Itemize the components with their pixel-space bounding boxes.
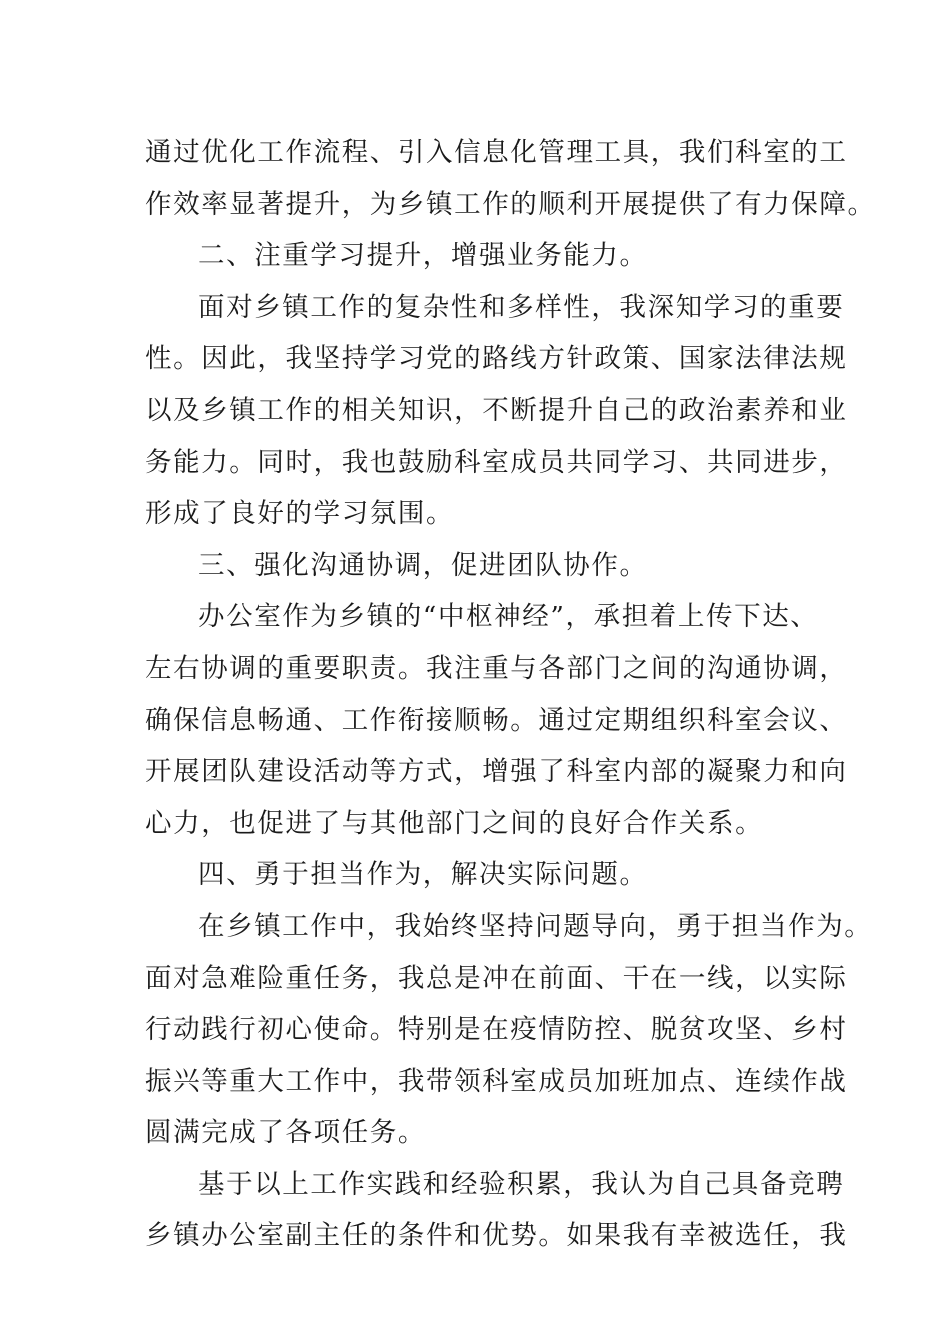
text-line: 心力，也促进了与其他部门之间的良好合作关系。 xyxy=(145,807,764,839)
text-line: 乡镇办公室副主任的条件和优势。如果我有幸被选任，我 xyxy=(145,1220,848,1252)
text-line: 务能力。同时，我也鼓励科室成员共同学习、共同进步， xyxy=(145,446,848,478)
document-body xyxy=(145,127,876,1262)
paragraph xyxy=(145,127,876,230)
text-line: 圆满完成了各项任务。 xyxy=(145,1117,426,1149)
text-line: 在乡镇工作中，我始终坚持问题导向，勇于担当作为。 xyxy=(198,910,873,942)
text-line: 形成了良好的学习氛围。 xyxy=(145,498,455,530)
text-line: 行动践行初心使命。特别是在疫情防控、脱贫攻坚、乡村 xyxy=(145,1014,848,1046)
paragraph xyxy=(145,901,873,1159)
text-line: 振兴等重大工作中，我带领科室成员加班加点、连续作战 xyxy=(145,1065,848,1097)
text-line: 办公室作为乡镇的“中枢神经”，承担着上传下达、 xyxy=(198,601,819,633)
text-line: 作效率显著提升，为乡镇工作的顺利开展提供了有力保障。 xyxy=(145,188,876,220)
text-line: 四、勇于担当作为，解决实际问题。 xyxy=(198,859,648,891)
paragraph xyxy=(145,540,817,592)
text-line: 基于以上工作实践和经验积累，我认为自己具备竞聘 xyxy=(198,1168,845,1200)
paragraph xyxy=(145,591,848,849)
text-line: 确保信息畅通、工作衔接顺畅。通过定期组织科室会议、 xyxy=(145,704,848,736)
text-line: 以及乡镇工作的相关知识，不断提升自己的政治素养和业 xyxy=(145,394,848,426)
text-line: 面对急难险重任务，我总是冲在前面、干在一线，以实际 xyxy=(145,962,848,994)
text-line: 左右协调的重要职责。我注重与各部门之间的沟通协调， xyxy=(145,652,848,684)
text-line: 性。因此，我坚持学习党的路线方针政策、国家法律法规 xyxy=(145,343,848,375)
text-line: 开展团队建设活动等方式，增强了科室内部的凝聚力和向 xyxy=(145,756,848,788)
paragraph xyxy=(145,849,817,901)
text-line: 面对乡镇工作的复杂性和多样性，我深知学习的重要 xyxy=(198,291,845,323)
text-line: 二、注重学习提升，增强业务能力。 xyxy=(198,240,648,272)
paragraph xyxy=(145,282,848,540)
paragraph xyxy=(145,1159,848,1262)
text-line: 三、强化沟通协调，促进团队协作。 xyxy=(198,549,648,581)
paragraph xyxy=(145,230,817,282)
text-line: 通过优化工作流程、引入信息化管理工具，我们科室的工 xyxy=(145,137,848,168)
